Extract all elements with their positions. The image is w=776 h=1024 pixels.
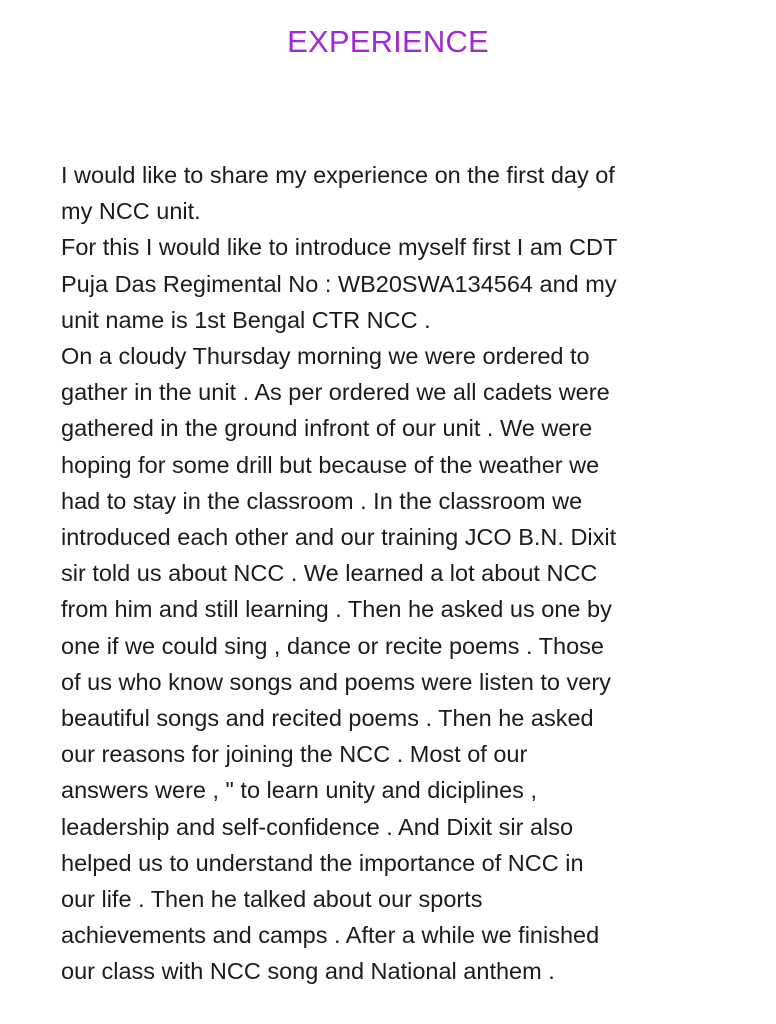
body-line: introduced each other and our training JCO B.N. Dixit bbox=[61, 524, 617, 551]
body-line: achievements and camps . After a while we finished bbox=[61, 922, 600, 949]
body-line: our reasons for joining the NCC . Most of our bbox=[61, 741, 528, 768]
body-line: leadership and self-confidence . And Dixit sir also bbox=[61, 813, 574, 840]
body-line: gather in the unit . As per ordered we all cadets were bbox=[61, 379, 610, 406]
body-line: For this I would like to introduce myself first I am CDT bbox=[61, 234, 618, 261]
body-line: had to stay in the classroom . In the classroom we bbox=[61, 487, 583, 514]
document-body bbox=[61, 157, 741, 990]
body-line: answers were , " to learn unity and diciplines , bbox=[61, 777, 537, 804]
body-line: On a cloudy Thursday morning we were ordered to bbox=[61, 343, 590, 370]
body-line: I would like to share my experience on the first day of bbox=[61, 162, 615, 188]
document-title: EXPERIENCE bbox=[287, 24, 489, 59]
body-line: unit name is 1st Bengal CTR NCC . bbox=[61, 306, 431, 333]
body-line: sir told us about NCC . We learned a lot about NCC bbox=[61, 560, 598, 587]
body-line: our life . Then he talked about our sports bbox=[61, 886, 483, 913]
body-line: one if we could sing , dance or recite poems . Those bbox=[61, 632, 604, 659]
body-line: helped us to understand the importance of NCC in bbox=[61, 849, 584, 876]
body-line: hoping for some drill but because of the weather we bbox=[61, 451, 600, 478]
body-line: of us who know songs and poems were listen to very bbox=[61, 668, 611, 695]
body-line: Puja Das Regimental No : WB20SWA134564 and my bbox=[61, 270, 617, 297]
body-line: my NCC unit. bbox=[61, 198, 201, 225]
body-line: gathered in the ground infront of our unit . We were bbox=[61, 415, 593, 442]
body-line: beautiful songs and recited poems . Then he asked bbox=[61, 705, 594, 732]
body-line: from him and still learning . Then he asked us one by bbox=[61, 596, 612, 623]
body-line: our class with NCC song and National anthem . bbox=[61, 958, 555, 985]
